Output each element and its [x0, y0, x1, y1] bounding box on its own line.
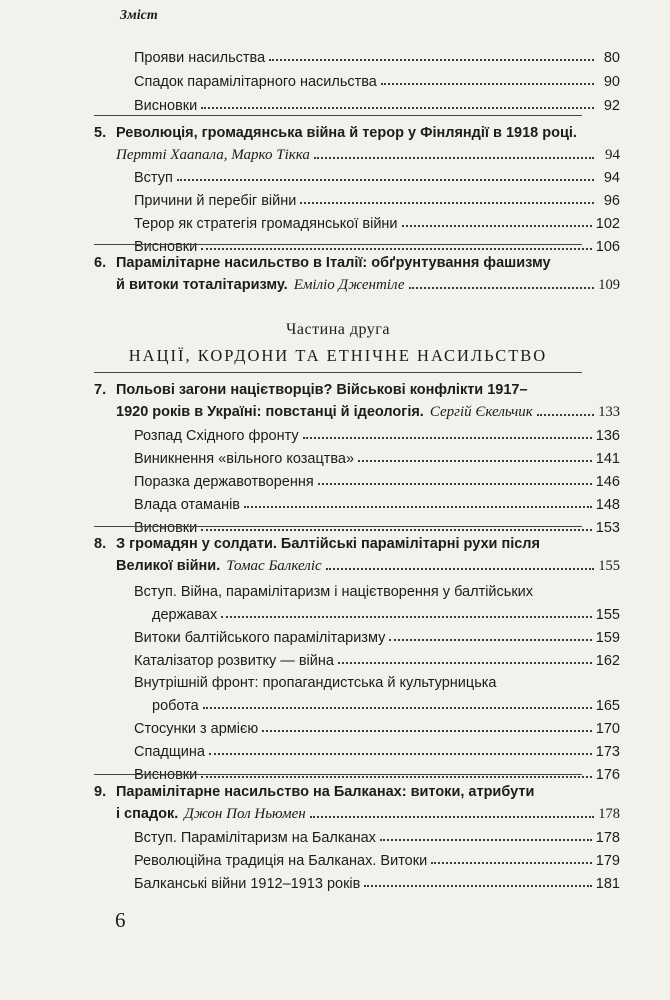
divider [94, 526, 582, 527]
toc-entry: Висновки 153 [134, 520, 620, 536]
part-label: Частина друга [286, 321, 390, 338]
toc-entry: Терор як стратегія громадянської війни 102 [134, 216, 620, 232]
toc-entry: Стосунки з армією 170 [134, 721, 620, 737]
toc-entry: Спадщина 173 [134, 744, 620, 760]
toc-entry: Революційна традиція на Балканах. Витоки 179 [134, 853, 620, 869]
toc-entry: Вступ 94 [134, 170, 620, 186]
running-head: Зміст [120, 8, 158, 23]
toc-chapter-title: 9. Парамілітарне насильство на Балканах: витоки, атрибути [94, 784, 535, 800]
toc-chapter-title: 7. Польові загони націєтворців? Військові конфлікти 1917– [94, 382, 528, 398]
toc-entry: Виникнення «вільного козацтва» 141 [134, 451, 620, 467]
toc-entry: Витоки балтійського парамілітаризму 159 [134, 630, 620, 646]
toc-chapter-author: Пертті Хаапала, Марко Тікка 94 [116, 147, 620, 163]
toc-entry: Балканські війни 1912–1913 років 181 [134, 876, 620, 892]
toc-chapter-title: 5. Революція, громадянська війна й терор у Фінляндії в 1918 році. [94, 125, 577, 141]
toc-entry: Внутрішній фронт: пропагандистська й культурницька [134, 675, 497, 691]
divider [94, 372, 582, 373]
toc-entry: Висновки 176 [134, 767, 620, 783]
toc-chapter-title: і спадок. Джон Пол Ньюмен 178 [116, 806, 620, 822]
toc-entry: Влада отаманів 148 [134, 497, 620, 513]
toc-entry: державах 155 [152, 607, 620, 623]
toc-entry: Висновки 106 [134, 239, 620, 255]
toc-entry: Висновки 92 [134, 98, 620, 114]
toc-entry: Поразка державотворення 146 [134, 474, 620, 490]
toc-chapter-title: 6. Парамілітарне насильство в Італії: обґрунтування фашизму [94, 255, 551, 271]
toc-entry: робота 165 [152, 698, 620, 714]
toc-entry: Розпад Східного фронту 136 [134, 428, 620, 444]
divider [94, 244, 582, 245]
toc-chapter-title: 8. З громадян у солдати. Балтійські парамілітарні рухи після [94, 536, 540, 552]
divider [94, 115, 582, 116]
toc-entry: Спадок парамілітарного насильства 90 [134, 74, 620, 90]
divider [94, 774, 582, 775]
toc-entry: Прояви насильства 80 [134, 50, 620, 66]
toc-entry: Причини й перебіг війни 96 [134, 193, 620, 209]
toc-chapter-title: 1920 років в Україні: повстанці й ідеологія. Сергій Єкельчик 133 [116, 404, 620, 420]
toc-chapter-title: й витоки тоталітаризму. Еміліо Джентіле 109 [116, 277, 620, 293]
toc-entry: Каталізатор розвитку — війна 162 [134, 653, 620, 669]
part-title: НАЦІЇ, КОРДОНИ ТА ЕТНІЧНЕ НАСИЛЬСТВО [128, 346, 548, 365]
toc-entry: Вступ. Парамілітаризм на Балканах 178 [134, 830, 620, 846]
toc-chapter-title: Великої війни. Томас Балкеліс 155 [116, 558, 620, 574]
page-number: 6 [115, 908, 126, 932]
toc-entry: Вступ. Війна, парамілітаризм і націєтворення у балтійських [134, 584, 534, 600]
